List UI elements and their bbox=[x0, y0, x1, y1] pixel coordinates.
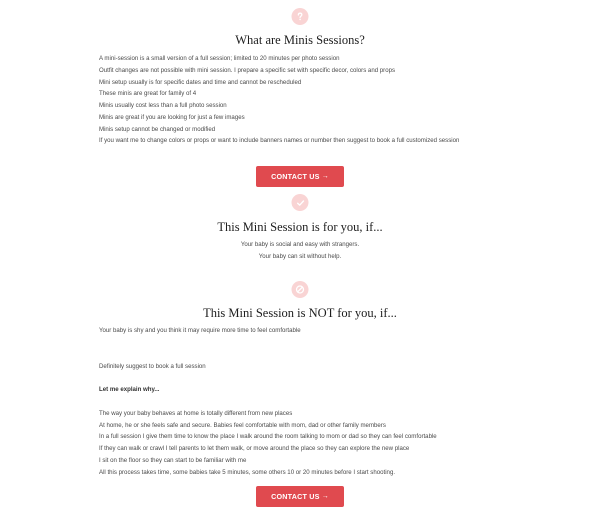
list-item: These minis are great for family of 4 bbox=[99, 90, 197, 97]
contact-us-label: CONTACT US bbox=[271, 172, 320, 181]
list-item: A mini-session is a small version of a full session; limited to 20 minutes per photo session bbox=[99, 55, 340, 62]
list-item: I sit on the floor so they can start to be familiar with me bbox=[99, 457, 247, 464]
arrow-right-icon: → bbox=[321, 493, 329, 500]
list-item: Your baby can sit without help. bbox=[258, 253, 342, 260]
list-item: Minis usually cost less than a full photo session bbox=[99, 102, 227, 109]
list-item: Mini setup usually is for specific dates and time and cannot be rescheduled bbox=[99, 79, 302, 86]
contact-us-label: CONTACT US bbox=[271, 492, 320, 501]
prohibited-icon bbox=[292, 281, 309, 298]
list-item: In a full session I give them time to know the place I walk around the room talking to mom or dad so they can feel comfortable bbox=[99, 433, 437, 440]
explain-label: Let me explain why... bbox=[99, 386, 160, 393]
question-icon bbox=[292, 8, 309, 25]
section-title-for-you: This Mini Session is for you, if... bbox=[217, 220, 383, 234]
section-title-what-are-minis: What are Minis Sessions? bbox=[235, 33, 365, 47]
list-item: At home, he or she feels safe and secure. Babies feel comfortable with mom, dad or other family members bbox=[99, 422, 386, 429]
list-item: Minis are great if you are looking for just a few images bbox=[99, 114, 245, 121]
contact-us-button[interactable] bbox=[256, 166, 344, 187]
intro-text: Your baby is shy and you think it may require more time to feel comfortable bbox=[99, 327, 301, 334]
list-item: The way your baby behaves at home is totally different from new places bbox=[99, 410, 293, 417]
list-item: Your baby is social and easy with strangers. bbox=[240, 241, 360, 248]
section-title-not-for-you: This Mini Session is NOT for you, if... bbox=[203, 306, 397, 320]
list-item: If they can walk or crawl I tell parents to let them walk, or move around the place so they can explore the new place bbox=[99, 445, 410, 452]
list-item: If you want me to change colors or props or want to include banners names or number then suggest to book a full customized session bbox=[99, 137, 460, 144]
list-item: All this process takes time, some babies take 5 minutes, some others 10 or 20 minutes before I start shooting. bbox=[99, 469, 396, 476]
check-icon bbox=[292, 194, 309, 211]
suggest-text: Definitely suggest to book a full session bbox=[99, 363, 206, 370]
arrow-right-icon: → bbox=[321, 173, 329, 180]
list-item: Outfit changes are not possible with mini session. I prepare a specific set with specific decor, colors and props bbox=[99, 67, 396, 74]
contact-us-button-bottom[interactable] bbox=[256, 486, 344, 507]
list-item: Minis setup cannot be changed or modified bbox=[99, 126, 216, 133]
